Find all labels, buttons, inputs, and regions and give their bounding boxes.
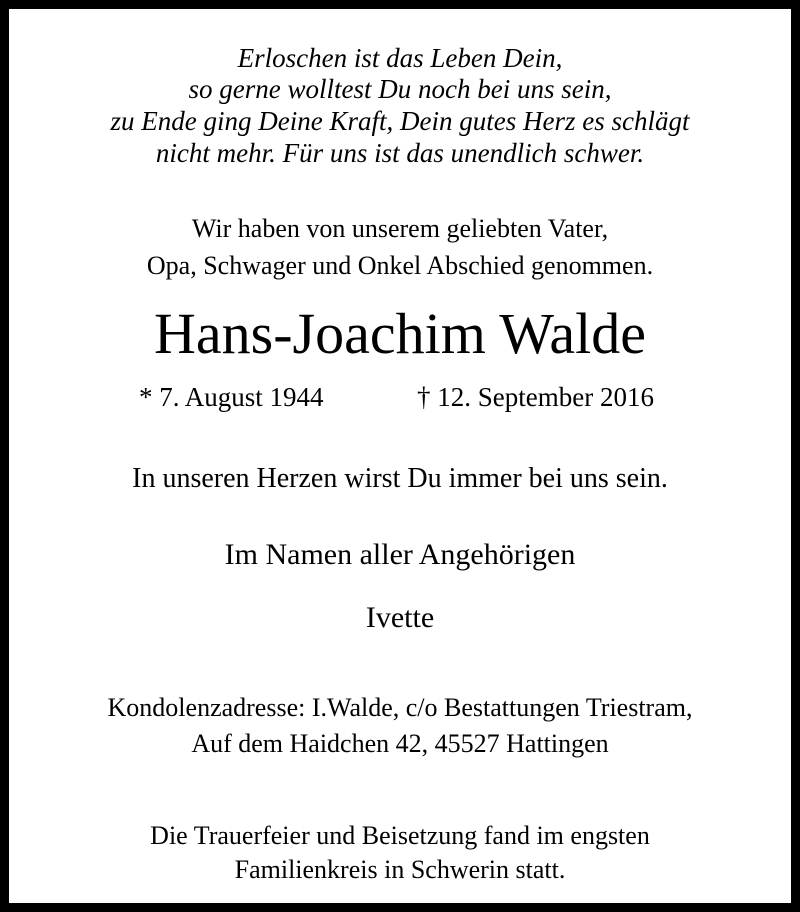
poem-line-3: zu Ende ging Deine Kraft, Dein gutes Herz es schlägt	[110, 106, 690, 136]
poem-line-1: Erloschen ist das Leben Dein,	[237, 43, 563, 73]
intro-line-1: Wir haben von unserem geliebten Vater,	[191, 214, 609, 243]
birth-date: * 7. August 1944	[139, 382, 324, 412]
service-line-1: Die Trauerfeier und Beisetzung fand im engsten	[150, 821, 650, 850]
signature-line: Im Namen aller Angehörigen	[224, 538, 576, 571]
death-date: † 12. September 2016	[417, 382, 654, 412]
deceased-name: Hans-Joachim Walde	[154, 301, 646, 366]
motto: In unseren Herzen wirst Du immer bei uns sein.	[132, 463, 668, 494]
poem-line-4: nicht mehr. Für uns ist das unendlich schwer.	[155, 138, 645, 168]
signature-name: Ivette	[365, 601, 435, 634]
intro-line-2: Opa, Schwager und Onkel Abschied genommen.	[146, 251, 654, 280]
poem-line-2: so gerne wolltest Du noch bei uns sein,	[188, 74, 612, 104]
service-line-2: Familienkreis in Schwerin statt.	[234, 855, 566, 884]
condolence-address-line-1: Kondolenzadresse: I.Walde, c/o Bestattungen Triestram,	[107, 693, 693, 722]
condolence-address-line-2: Auf dem Haidchen 42, 45527 Hattingen	[191, 729, 609, 758]
